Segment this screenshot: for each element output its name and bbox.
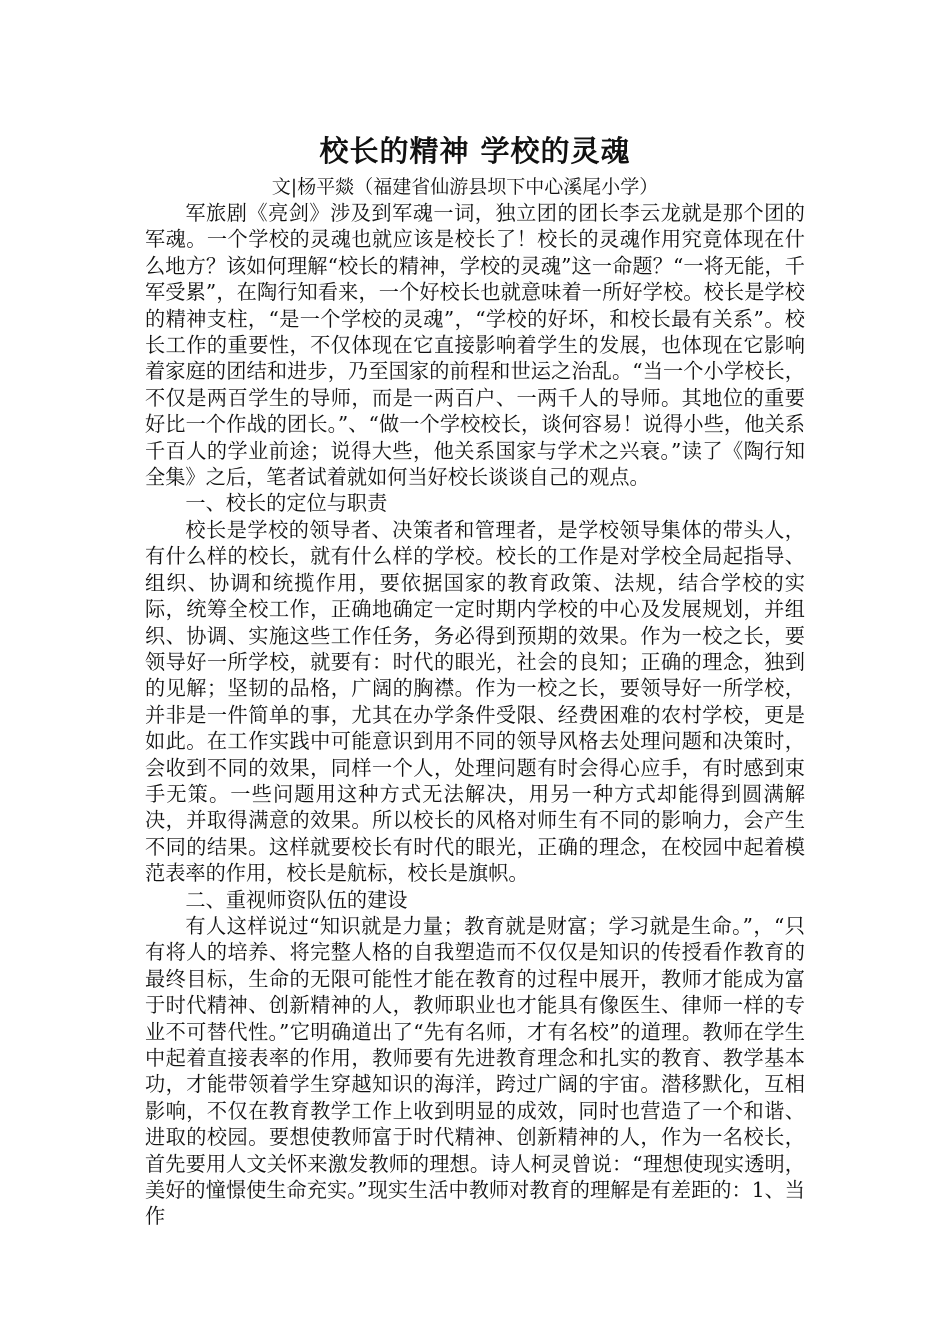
section-heading-2: 二、重视师资队伍的建设 — [185, 887, 408, 912]
document-title: 校长的精神 学校的灵魂 — [319, 134, 631, 168]
paragraph-section-2: 有人这样说过“知识就是力量；教育就是财富；学习就是生命。”，“只有将人的培养、将完整人格的自我塑造而不仅仅是知识的传授看作教育的最终目标，生命的无限可能性才能在教育的过程中展开，教师才能成为富于时代精神、创新精神的人，教师职业也才能具有像医生、律师一样的专业不可替代性。”它明确道出了“先有名师，才有名校”的道理。教师在学生中起着直接表率的作用，教师要有先进教育理念和扎实的教育、教学基本功，才能带领着学生穿越知识的海洋，跨过广阔的宇宙。潜移默化，互相影响，不仅在教育教学工作上收到明显的成效，同时也营造了一个和谐、进取的校园。要想使教师富于时代精神、创新精神的人，作为一名校长，首先要用人文关怀来激发教师的理想。诗人柯灵曾说：“理想使现实透明，美好的憧憬使生命充实。”现实生活中教师对教育的理解是有差距的：1、当作 — [145, 913, 805, 1229]
section-heading-1: 一、校长的定位与职责 — [185, 491, 388, 516]
document-page — [145, 128, 805, 1230]
paragraph-intro: 军旅剧《亮剑》涉及到军魂一词，独立团的团长李云龙就是那个团的军魂。一个学校的灵魂也就应该是校长了！校长的灵魂作用究竟体现在什么地方？该如何理解“校长的精神，学校的灵魂”这一命题？“一将无能，千军受累”，在陶行知看来，一个好校长也就意味着一所好学校。校长是学校的精神支柱，“是一个学校的灵魂”，“学校的好坏，和校长最有关系”。校长工作的重要性，不仅体现在它直接影响着学生的发展，也体现在它影响着家庭的团结和进步，乃至国家的前程和世运之治乱。“当一个小学校长，不仅是两百学生的导师，而是一两百户、一两千人的导师。其地位的重要好比一个作战的团长。”、“做一个学校校长，谈何容易！说得小些，他关系千百人的学业前途；说得大些，他关系国家与学术之兴衰。”读了《陶行知全集》之后，笔者试着就如何当好校长谈谈自己的观点。 — [145, 201, 805, 490]
document-byline: 文|杨平燚（福建省仙游县坝下中心溪尾小学） — [271, 176, 659, 198]
paragraph-section-1: 校长是学校的领导者、决策者和管理者，是学校领导集体的带头人，有什么样的校长，就有什么样的学校。校长的工作是对学校全局起指导、组织、协调和统揽作用，要依据国家的教育政策、法规，结合学校的实际，统筹全校工作，正确地确定一定时期内学校的中心及发展规划，并组织、协调、实施这些工作任务，务必得到预期的效果。作为一校之长，要领导好一所学校，就要有：时代的眼光，社会的良知；正确的理念，独到的见解；坚韧的品格，广阔的胸襟。作为一校之长，要领导好一所学校，并非是一件简单的事，尤其在办学条件受限、经费困难的农村学校，更是如此。在工作实践中可能意识到用不同的领导风格去处理问题和决策时，会收到不同的效果，同样一个人，处理问题有时会得心应手，有时感到束手无策。一些问题用这种方式无法解决，用另一种方式却能得到圆满解决，并取得满意的效果。所以校长的风格对师生有不同的影响力，会产生不同的结果。这样就要校长有时代的眼光，正确的理念，在校园中起着模范表率的作用，校长是航标，校长是旗帜。 — [145, 517, 805, 886]
